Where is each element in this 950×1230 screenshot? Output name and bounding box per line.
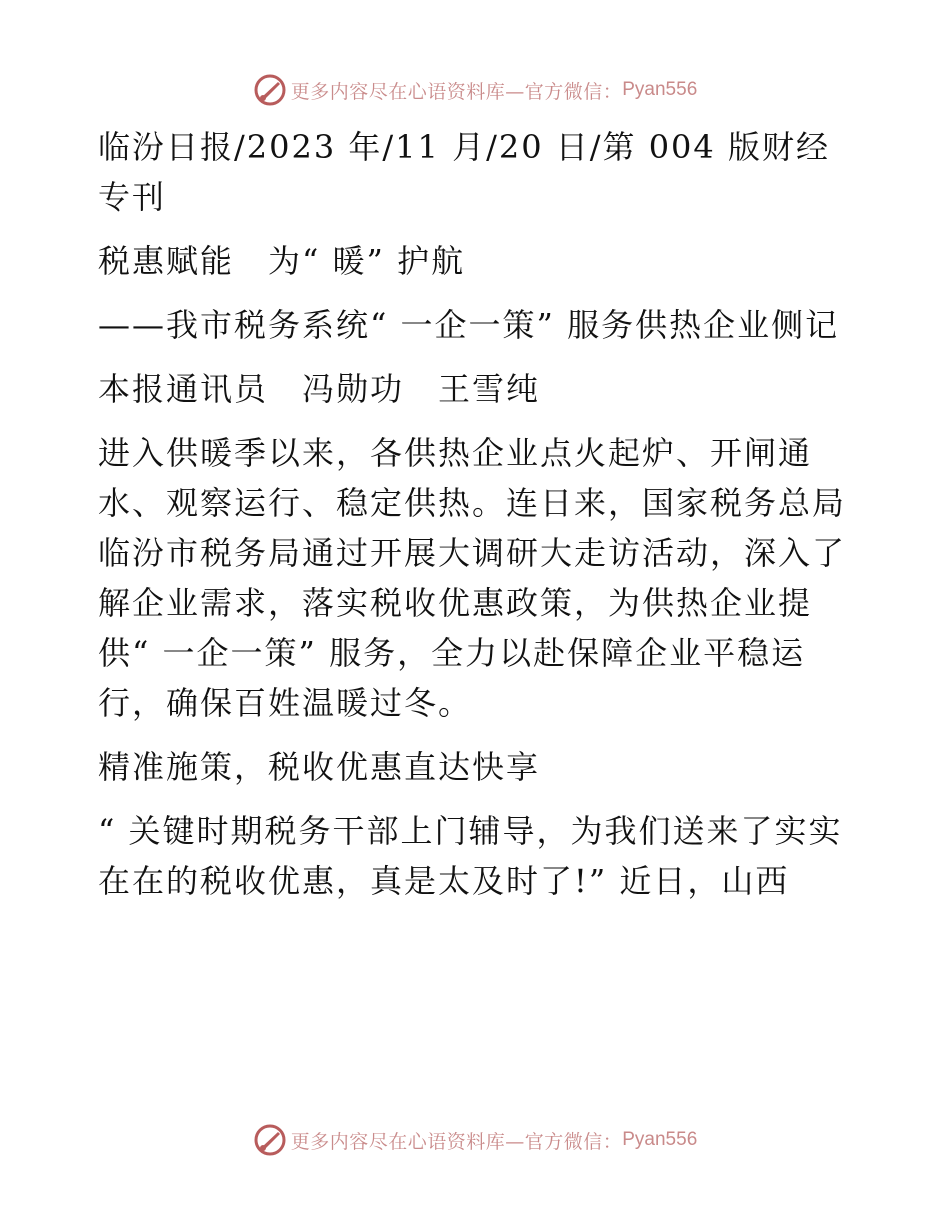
article-subtitle: ——我市税务系统“ 一企一策” 服务供热企业侧记 xyxy=(98,306,840,344)
article-paragraph: “ 关键时期税务干部上门辅导，为我们送来了实实在在的税收优惠，真是太及时了!” 近日，山西 xyxy=(98,812,843,900)
watermark-banner-top xyxy=(0,70,950,110)
article-byline: 本报通讯员 冯勋功 王雪纯 xyxy=(98,370,541,408)
section-heading: 精准施策，税收优惠直达快享 xyxy=(98,748,541,786)
brush-logo-icon xyxy=(253,73,287,107)
article-source: 临汾日报/2023 年/11 月/20 日/第 004 版财经专刊 xyxy=(98,128,830,216)
article-paragraph: 进入供暖季以来，各供热企业点火起炉、开闸通水、观察运行、稳定供热。连日来，国家税务总局临汾市税务局通过开展大调研大走访活动，深入了解企业需求，落实税收优惠政策，为供热企业提供“ 一企一策” 服务，全力以赴保障企业平稳运行，确保百姓温暖过冬。 xyxy=(98,434,847,722)
brush-logo-icon xyxy=(253,1123,287,1157)
article-title: 税惠赋能 为“ 暖” 护航 xyxy=(98,242,466,280)
watermark-text: 更多内容尽在心语资料库—官方微信： xyxy=(290,1130,623,1153)
watermark-wechat-id: Pyan556 xyxy=(622,79,698,100)
watermark-wechat-id: Pyan556 xyxy=(622,1129,698,1150)
article-body xyxy=(98,122,858,920)
watermark-text: 更多内容尽在心语资料库—官方微信： xyxy=(290,80,623,103)
watermark-banner-bottom xyxy=(0,1120,950,1160)
